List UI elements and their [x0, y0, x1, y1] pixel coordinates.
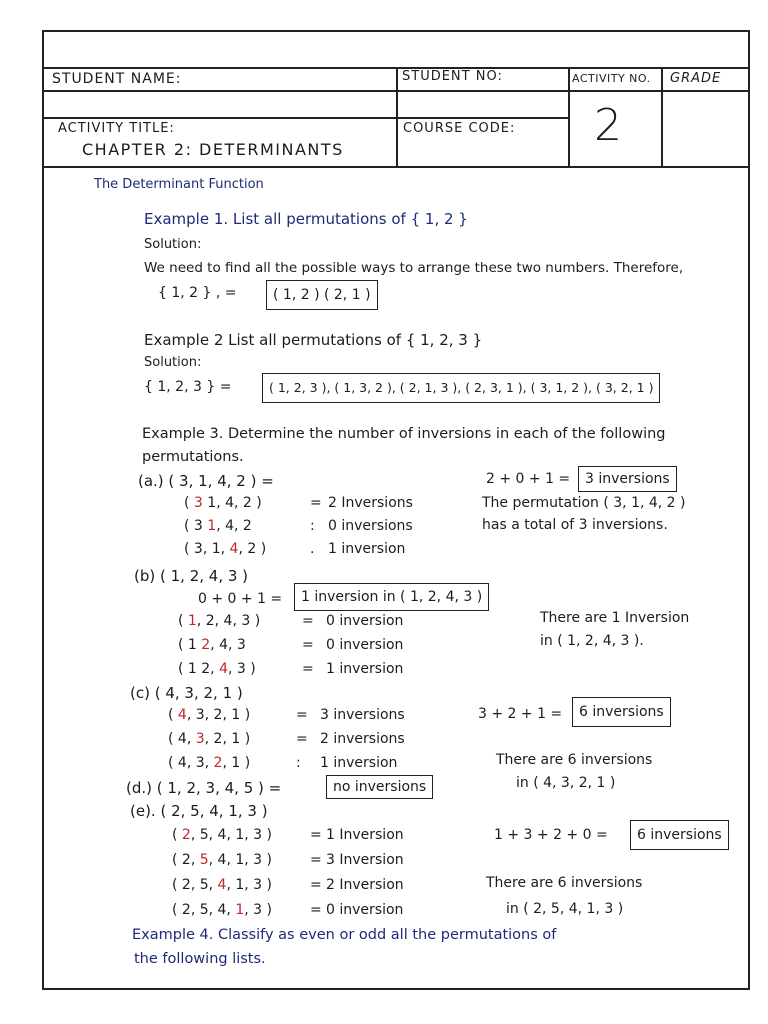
inversion-row-permutation	[178, 612, 260, 630]
ex3-title-line2: permutations.	[142, 449, 244, 465]
highlighted-digit: 4	[217, 877, 227, 893]
inversion-row-result: 3 Inversion	[326, 852, 404, 868]
permutation-suffix: , 4, 2	[216, 518, 252, 534]
inversion-row-permutation	[178, 660, 256, 678]
ex2-solution: Solution:	[144, 355, 202, 370]
highlighted-digit: 4	[219, 661, 228, 677]
highlighted-digit: 2	[213, 755, 223, 771]
inversion-row-result: 0 inversion	[326, 613, 404, 629]
ex3e-label: (e). ( 2, 5, 4, 1, 3 )	[130, 802, 268, 820]
highlighted-digit: 5	[199, 852, 209, 868]
inversion-row-equals: =	[310, 827, 322, 843]
permutation-suffix: , 5, 4, 1, 3 )	[190, 827, 272, 843]
highlighted-digit: 3	[193, 495, 203, 511]
student-name-label: STUDENT NAME:	[52, 71, 182, 87]
permutation-suffix: , 1, 3 )	[226, 877, 272, 893]
inversion-row-permutation	[168, 706, 250, 724]
ex3d-label: (d.) ( 1, 2, 3, 4, 5 ) =	[126, 779, 282, 797]
grade-label: GRADE	[670, 71, 722, 86]
inversion-row-equals: =	[296, 731, 308, 747]
permutation-suffix: , 3 )	[244, 902, 272, 918]
activity-no-label: ACTIVITY NO.	[572, 72, 651, 85]
permutation-suffix: , 1 )	[222, 755, 251, 771]
header-line-3	[44, 117, 568, 119]
ex3e-note1: There are 6 inversions	[486, 875, 643, 891]
inversion-row-permutation	[168, 754, 250, 772]
header-divider-2	[568, 67, 570, 167]
permutation-prefix: ( 4,	[168, 731, 196, 747]
inversion-row-equals: =	[310, 495, 322, 511]
inversion-row-equals: =	[302, 613, 314, 629]
inversion-row-equals: =	[302, 637, 314, 653]
activity-no-value: 2	[594, 100, 622, 151]
inversion-row-permutation	[178, 636, 246, 654]
section-title: The Determinant Function	[94, 177, 264, 192]
ex3a-label: (a.) ( 3, 1, 4, 2 ) =	[138, 472, 274, 490]
inversion-row-permutation	[172, 876, 272, 894]
inversion-row-result: 3 inversions	[320, 707, 405, 723]
inversion-row-equals: :	[296, 755, 301, 771]
inversion-row-equals: :	[310, 518, 315, 534]
ex1-title: Example 1. List all permutations of { 1, 2 }	[144, 210, 468, 228]
permutation-prefix: (	[172, 827, 182, 843]
permutation-prefix: ( 1 2,	[178, 661, 220, 677]
header-divider-1	[396, 67, 398, 167]
highlighted-digit: 2	[201, 637, 211, 653]
inversion-row-result: 2 Inversion	[326, 877, 404, 893]
highlighted-digit: 4	[229, 541, 239, 557]
ex4-line2: the following lists.	[134, 951, 266, 967]
activity-title-label: ACTIVITY TITLE:	[58, 121, 175, 136]
highlighted-digit: 2	[181, 827, 191, 843]
inversion-row-permutation	[172, 826, 272, 844]
highlighted-digit: 1	[235, 902, 245, 918]
permutation-prefix: ( 2,	[172, 852, 200, 868]
course-code-label: COURSE CODE:	[403, 121, 516, 136]
permutation-prefix: ( 3, 1,	[184, 541, 230, 557]
inversion-row-equals: =	[296, 707, 308, 723]
highlighted-digit: 3	[195, 731, 205, 747]
permutation-prefix: ( 4, 3,	[168, 755, 214, 771]
ex3b-note1: There are 1 Inversion	[540, 610, 690, 626]
permutation-prefix: ( 2, 5,	[172, 877, 218, 893]
inversion-row-result: 1 inversion	[328, 541, 406, 557]
permutation-prefix: ( 1	[178, 637, 202, 653]
inversion-row-permutation	[172, 901, 272, 919]
ex3c-note2: in ( 4, 3, 2, 1 )	[516, 775, 616, 791]
ex2-set: { 1, 2, 3 } =	[144, 379, 232, 395]
permutation-suffix: , 4, 1, 3 )	[208, 852, 272, 868]
permutation-suffix: , 2 )	[238, 541, 267, 557]
ex3b-label: (b) ( 1, 2, 4, 3 )	[134, 567, 249, 585]
inversion-row-equals: =	[302, 661, 314, 677]
ex3b-note2: in ( 1, 2, 4, 3 ).	[540, 633, 644, 649]
permutation-prefix: (	[178, 613, 188, 629]
student-no-label: STUDENT NO:	[402, 69, 503, 84]
inversion-row-equals: .	[310, 541, 315, 557]
inversion-row-result: 0 inversions	[328, 518, 413, 534]
activity-title-value: CHAPTER 2: DETERMINANTS	[82, 140, 344, 159]
highlighted-digit: 1	[207, 518, 217, 534]
highlighted-digit: 1	[187, 613, 197, 629]
inversion-row-permutation	[184, 517, 252, 535]
ex1-text: We need to find all the possible ways to arrange these two numbers. Therefore,	[144, 260, 684, 276]
inversion-row-result: 2 inversions	[320, 731, 405, 747]
ex3e-note2: in ( 2, 5, 4, 1, 3 )	[506, 901, 624, 917]
ex3a-sum-box: 3 inversions	[578, 466, 677, 492]
header-divider-3	[661, 67, 663, 167]
inversion-row-permutation	[184, 540, 266, 558]
ex3c-label: (c) ( 4, 3, 2, 1 )	[130, 684, 243, 702]
permutation-suffix: , 2, 1 )	[204, 731, 251, 747]
permutation-suffix: , 3 )	[228, 661, 256, 677]
ex3c-note1: There are 6 inversions	[496, 752, 653, 768]
permutation-suffix: , 4, 3	[210, 637, 246, 653]
inversion-row-result: 0 inversion	[326, 637, 404, 653]
ex3c-sum: 3 + 2 + 1 =	[478, 706, 563, 722]
ex1-set: { 1, 2 } , =	[158, 285, 237, 301]
ex3a-note2: has a total of 3 inversions.	[482, 517, 668, 533]
inversion-row-permutation	[168, 730, 250, 748]
inversion-row-result: 1 inversion	[320, 755, 398, 771]
ex1-answer-box: ( 1, 2 ) ( 2, 1 )	[266, 280, 378, 310]
ex2-answer-box: ( 1, 2, 3 ), ( 1, 3, 2 ), ( 2, 1, 3 ), ( 2, 3, 1 ), ( 3, 1, 2 ), ( 3, 2, 1 )	[262, 373, 660, 403]
ex3d-box: no inversions	[326, 775, 433, 799]
inversion-row-result: 2 Inversions	[328, 495, 413, 511]
inversion-row-result: 0 inversion	[326, 902, 404, 918]
inversion-row-equals: =	[310, 877, 322, 893]
ex3b-sum-box: 1 inversion in ( 1, 2, 4, 3 )	[294, 583, 489, 611]
permutation-suffix: , 3, 2, 1 )	[186, 707, 251, 723]
highlighted-digit: 4	[177, 707, 187, 723]
permutation-prefix: (	[168, 707, 178, 723]
inversion-row-result: 1 Inversion	[326, 827, 404, 843]
permutation-prefix: ( 2, 5, 4,	[172, 902, 236, 918]
permutation-prefix: (	[184, 495, 194, 511]
ex2-title: Example 2 List all permutations of { 1, 2, 3 }	[144, 331, 483, 349]
ex3-title-line1: Example 3. Determine the number of inversions in each of the following	[142, 426, 666, 442]
inversion-row-permutation	[184, 494, 262, 512]
inversion-row-permutation	[172, 851, 272, 869]
ex3e-sum: 1 + 3 + 2 + 0 =	[494, 827, 608, 843]
permutation-suffix: 1, 4, 2 )	[202, 495, 262, 511]
ex4-line1: Example 4. Classify as even or odd all the permutations of	[132, 927, 557, 943]
ex3a-note1: The permutation ( 3, 1, 4, 2 )	[482, 495, 686, 511]
permutation-prefix: ( 3	[184, 518, 208, 534]
ex3c-sum-box: 6 inversions	[572, 697, 671, 727]
permutation-suffix: , 2, 4, 3 )	[196, 613, 261, 629]
ex1-solution: Solution:	[144, 237, 202, 252]
ex3e-sum-box: 6 inversions	[630, 820, 729, 850]
inversion-row-result: 1 inversion	[326, 661, 404, 677]
inversion-row-equals: =	[310, 902, 322, 918]
ex3a-sum: 2 + 0 + 1 =	[486, 471, 571, 487]
ex3b-sum: 0 + 0 + 1 =	[198, 591, 283, 607]
inversion-row-equals: =	[310, 852, 322, 868]
